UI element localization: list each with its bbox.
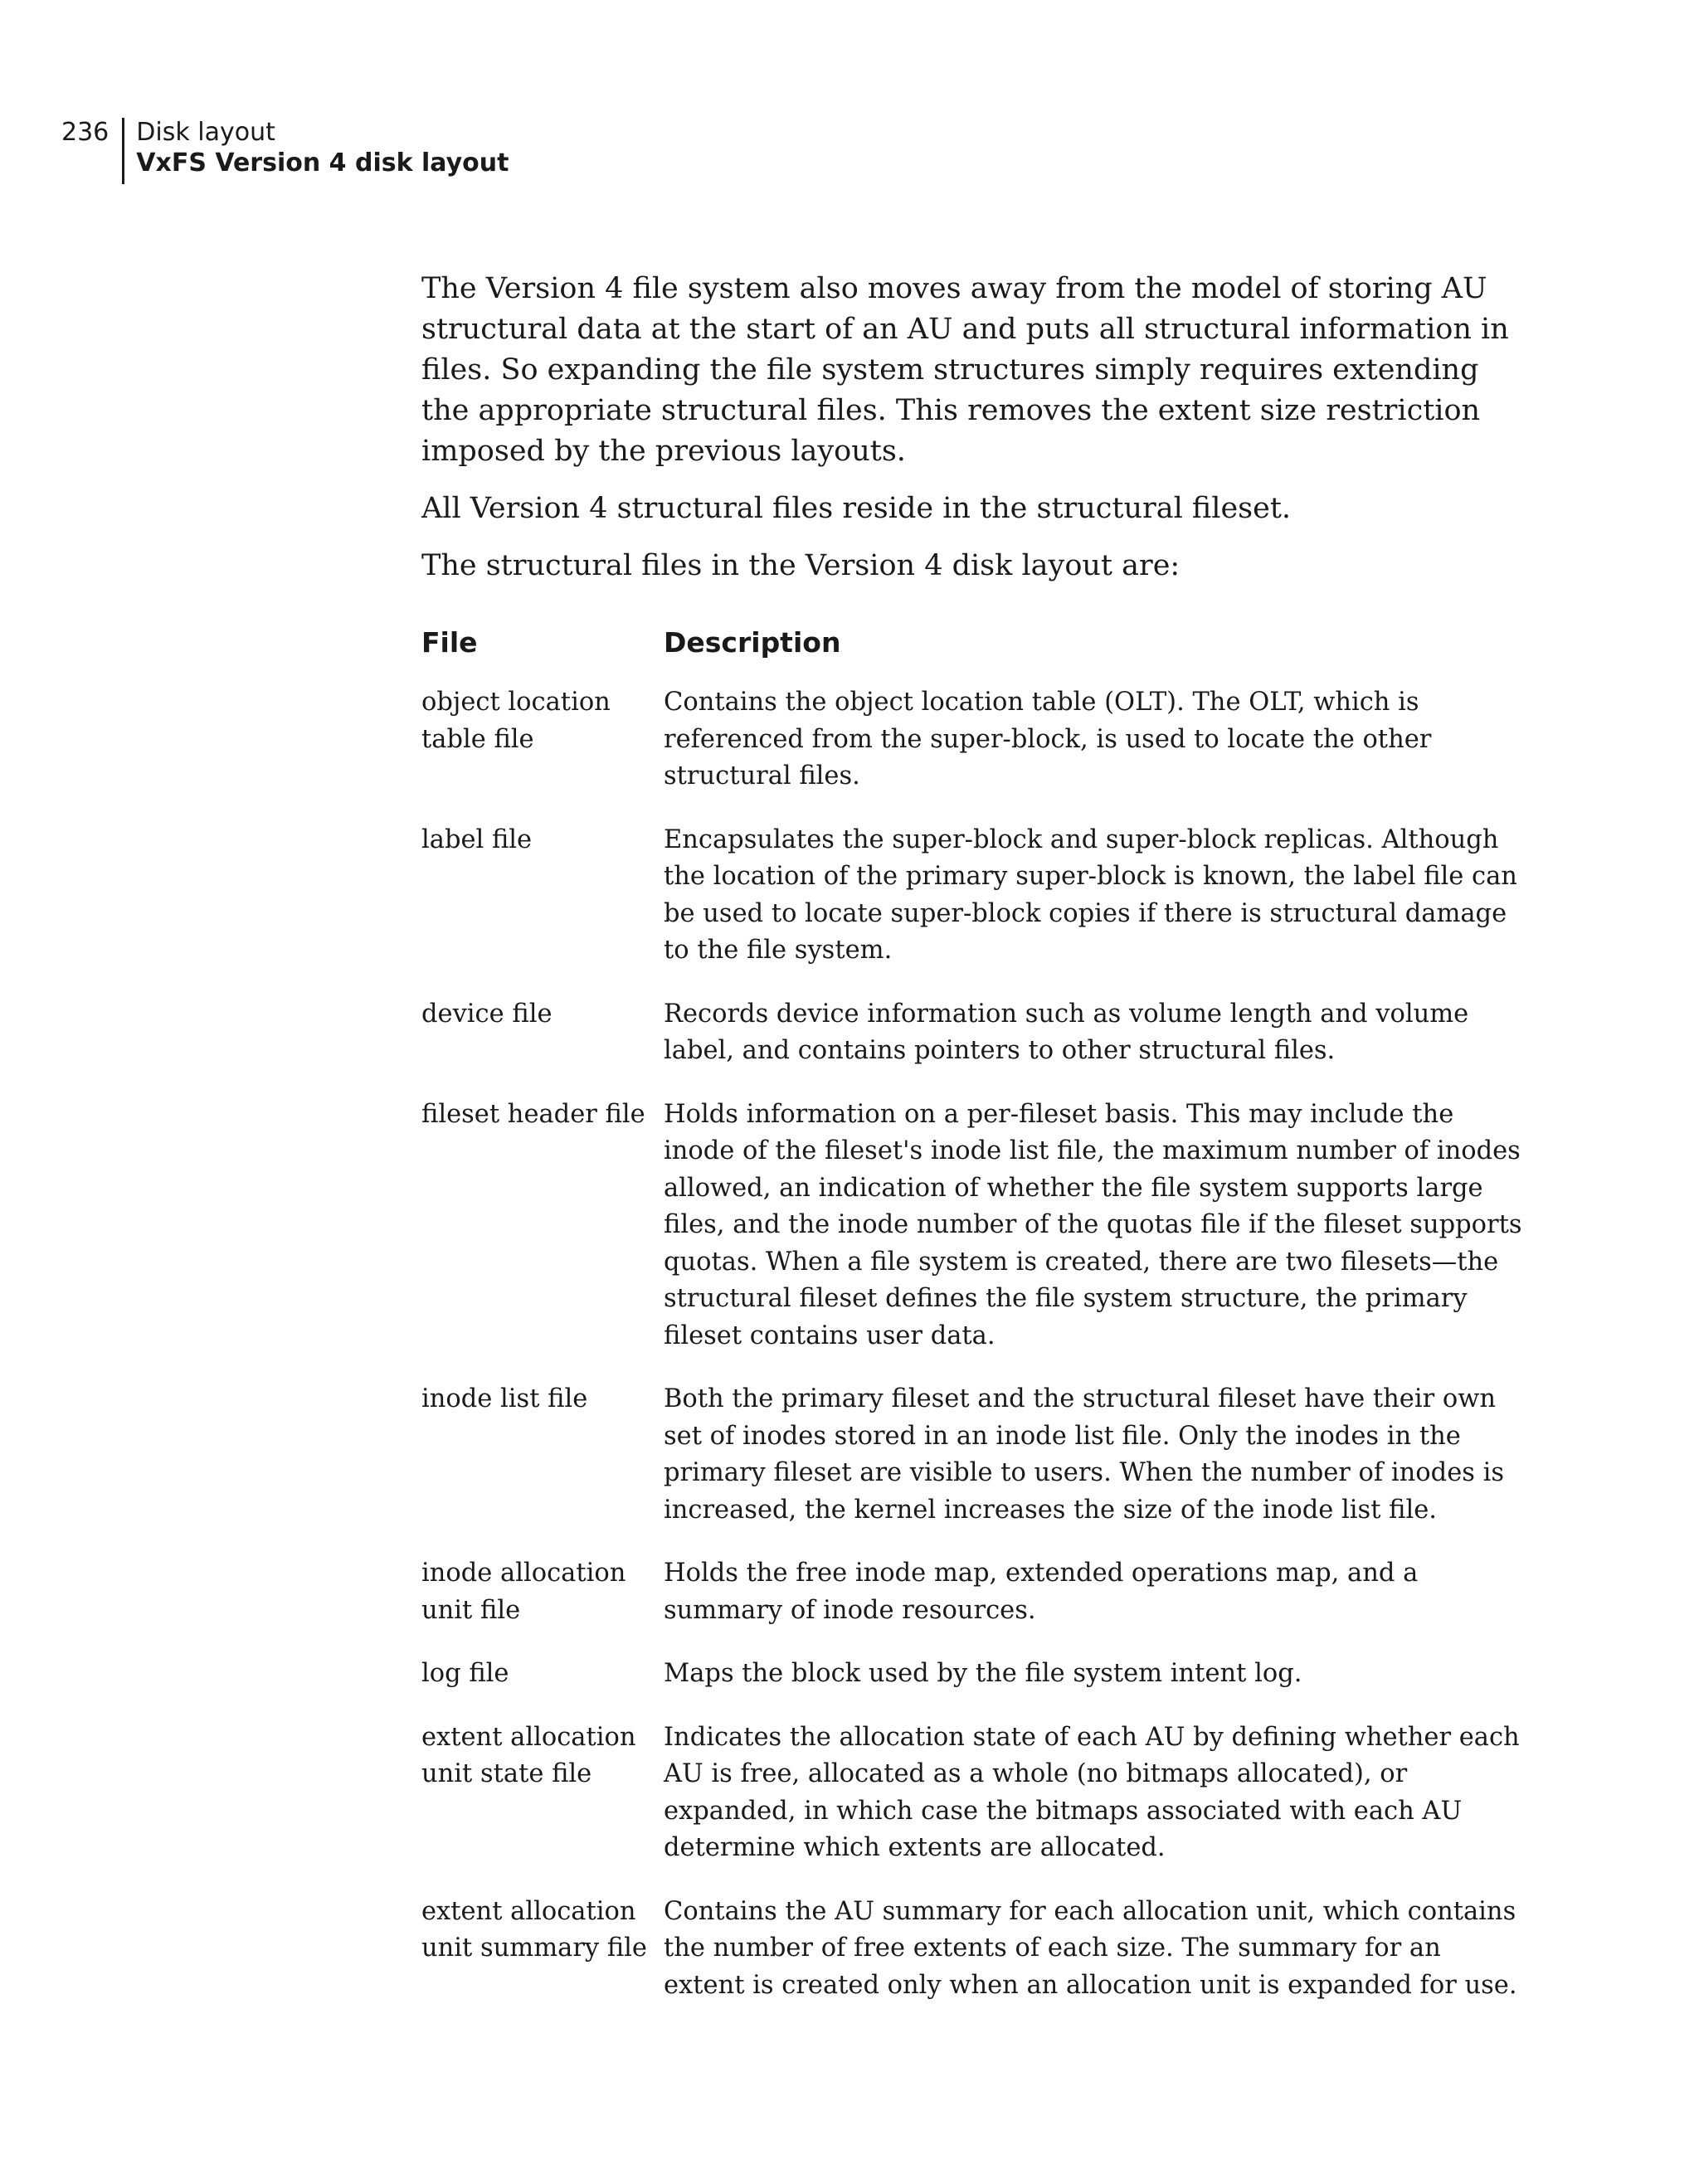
header-titles xyxy=(136,118,509,179)
table-row xyxy=(421,1894,1525,2005)
intro-paragraph: The Version 4 file system also moves away from the model of storing AU structural data at the start of an AU and puts all structural information in files. So expanding the file system structures simply requires extending the appropriate structural files. This removes the extent size restriction imposed by the previous layouts. xyxy=(421,272,1509,468)
file-description-cell: Maps the block used by the file system intent log. xyxy=(664,1659,1302,1688)
table-row xyxy=(421,996,1525,1070)
file-name-cell: inode allocation unit file xyxy=(421,1559,626,1625)
page-number: 236 xyxy=(61,118,110,147)
chapter-title: Disk layout xyxy=(136,118,275,147)
file-name-cell: label file xyxy=(421,824,533,854)
table-row xyxy=(421,1381,1525,1529)
table-row xyxy=(421,684,1525,795)
table-row xyxy=(421,1097,1525,1355)
file-name-cell: log file xyxy=(421,1659,509,1688)
file-name-cell: extent allocation unit state file xyxy=(421,1722,636,1788)
table-row xyxy=(421,1555,1525,1629)
file-description-cell: Contains the AU summary for each allocation unit, which contains the number of free extents of each size. The summary for an extent is created only when an allocation unit is expanded for use. xyxy=(664,1896,1517,2000)
header-divider xyxy=(122,118,124,184)
file-description-cell: Encapsulates the super-block and super-block replicas. Although the location of the primary super-block is known, the label file can be used to locate super-block copies if there is structural damage to the file system. xyxy=(664,824,1517,965)
file-name-cell: object location table file xyxy=(421,688,611,754)
column-header-description: Description xyxy=(664,626,841,659)
file-name-cell: extent allocation unit summary file xyxy=(421,1896,647,1963)
file-description-cell: Contains the object location table (OLT). The OLT, which is referenced from the super-block, is used to locate the other structural files. xyxy=(664,688,1432,790)
structural-files-table xyxy=(421,625,1525,2004)
main-content xyxy=(421,269,1525,2031)
table-row xyxy=(421,822,1525,970)
running-header xyxy=(61,118,509,184)
file-name-cell: fileset header file xyxy=(421,1099,645,1129)
file-description-cell: Holds the free inode map, extended operations map, and a summary of inode resources. xyxy=(664,1559,1419,1625)
column-header-file: File xyxy=(421,626,478,659)
file-name-cell: inode list file xyxy=(421,1384,588,1413)
table-intro-paragraph: The structural files in the Version 4 disk layout are: xyxy=(421,549,1181,582)
table-header-row xyxy=(421,625,1525,661)
table-row xyxy=(421,1719,1525,1867)
file-description-cell: Records device information such as volume length and volume label, and contains pointers to other structural files. xyxy=(664,999,1469,1065)
table-row xyxy=(421,1656,1525,1693)
file-description-cell: Indicates the allocation state of each AU by defining whether each AU is free, allocated as a whole (no bitmaps allocated), or expanded, in which case the bitmaps associated with each AU determine which extents are allocated. xyxy=(664,1722,1520,1862)
file-description-cell: Both the primary fileset and the structural fileset have their own set of inodes stored in an inode list file. Only the inodes in the primary fileset are visible to users. When the number of inodes is increased, the kernel increases the size of the inode list file. xyxy=(664,1384,1504,1525)
file-description-cell: Holds information on a per-fileset basis. This may include the inode of the fileset's inode list file, the maximum number of inodes allowed, an indication of whether the file system supports large files, and the inode number of the quotas file if the fileset supports quotas. When a file system is created, there are two filesets—the structural fileset defines the file system structure, the primary fileset contains user data. xyxy=(664,1099,1522,1350)
fileset-paragraph: All Version 4 structural files reside in the structural fileset. xyxy=(421,492,1292,525)
file-name-cell: device file xyxy=(421,999,553,1029)
section-title: VxFS Version 4 disk layout xyxy=(136,148,509,178)
